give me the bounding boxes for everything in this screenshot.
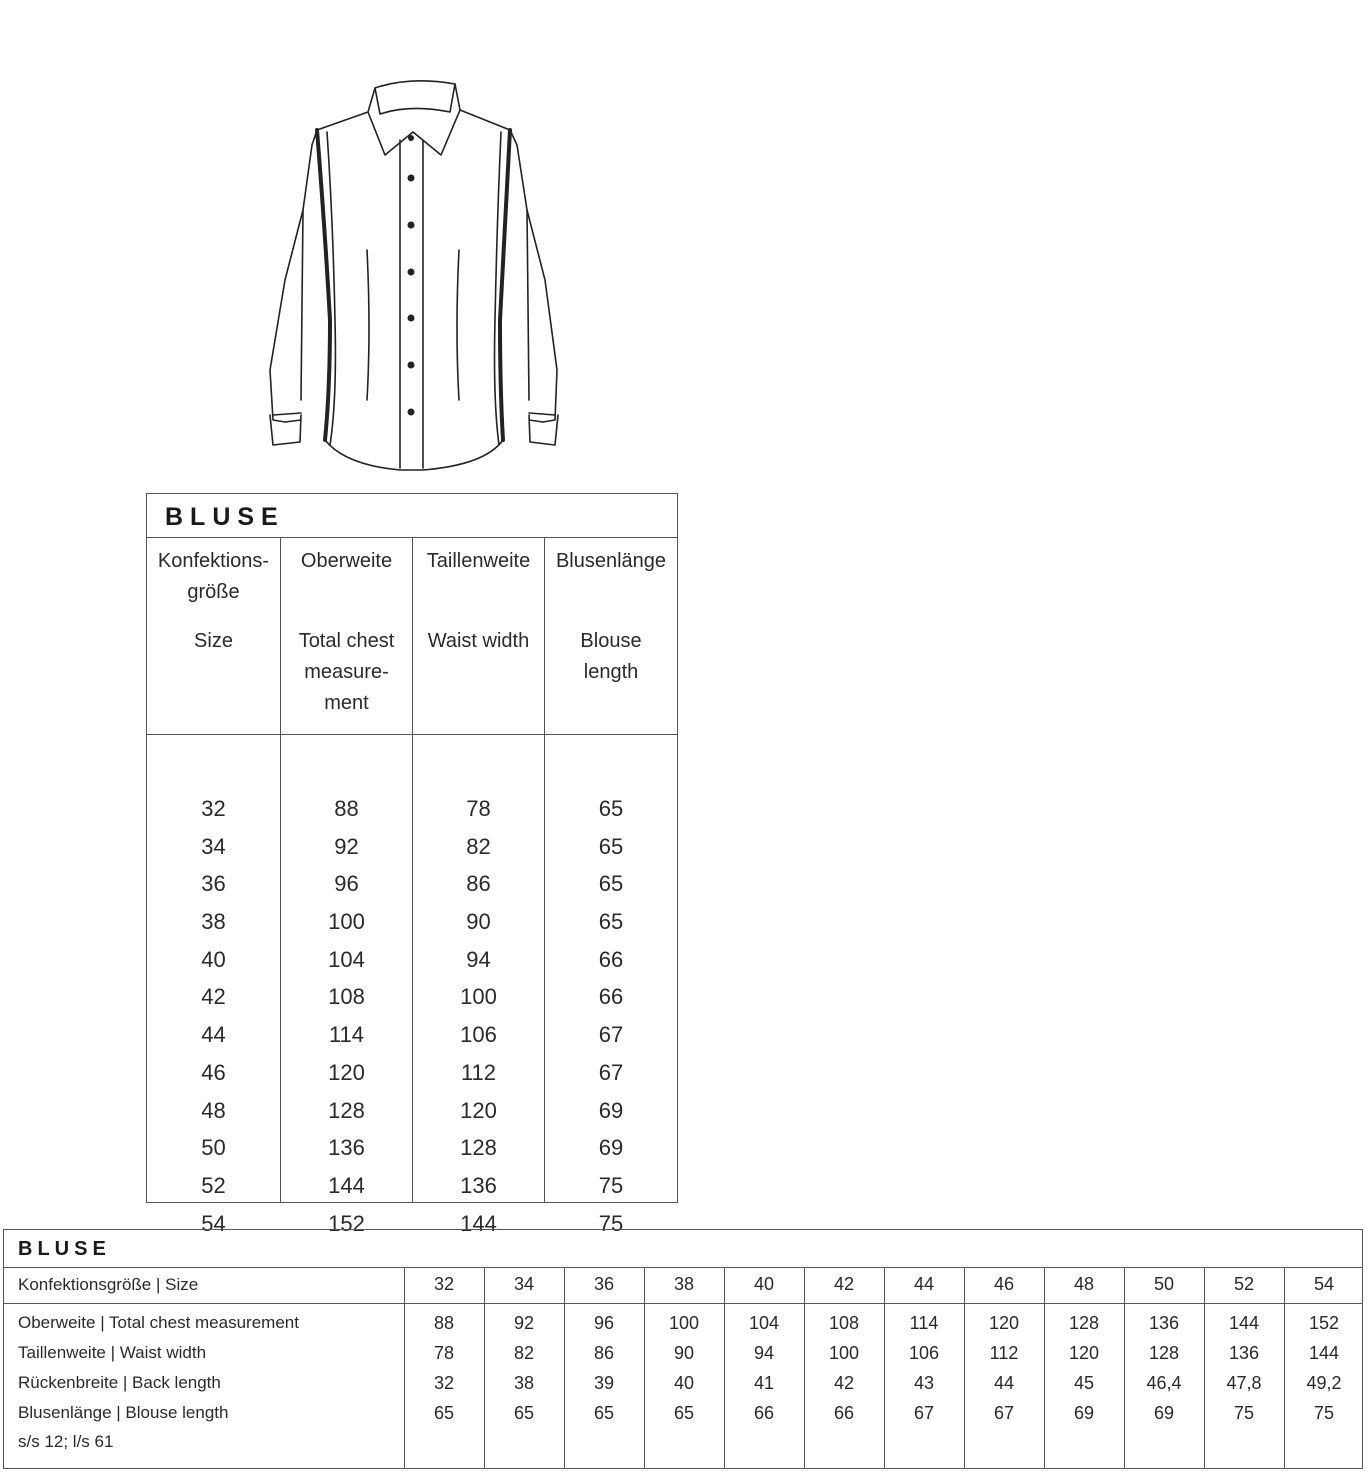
table-cell: 152	[328, 1210, 365, 1236]
header-line: Size	[194, 630, 233, 652]
table-cell: 69	[598, 1135, 624, 1161]
table-cell: 69	[1073, 1403, 1095, 1423]
table-cell: 112	[460, 1059, 497, 1085]
table-cell: 44	[201, 1022, 226, 1048]
table-cell: 49,2	[1306, 1373, 1342, 1393]
size-cell: 40	[753, 1274, 775, 1294]
size-chart-vertical	[146, 493, 678, 1236]
column-values	[545, 790, 677, 1242]
table-cell: 65	[433, 1403, 455, 1423]
table-cell: 100	[668, 1313, 700, 1333]
table-cell: 65	[598, 796, 624, 821]
table-cell: 120	[328, 1059, 365, 1085]
size-cell: 42	[833, 1274, 855, 1294]
table-cell: 67	[598, 1059, 624, 1085]
table-cell: 96	[334, 871, 359, 897]
table-cell: 54	[201, 1210, 226, 1236]
table-cell: 65	[513, 1403, 535, 1423]
collar	[375, 81, 455, 114]
table-title: BLUSE	[147, 494, 677, 538]
table-cell: 128	[1148, 1343, 1180, 1363]
header-line: Blouse	[580, 630, 642, 652]
column-divider	[404, 1268, 405, 1468]
table-cell: 82	[466, 833, 491, 859]
column-waist	[412, 538, 544, 1236]
table-cell: 106	[908, 1343, 940, 1363]
header-line: Taillenweite	[426, 550, 531, 572]
table-cell: 42	[201, 984, 226, 1010]
column-values	[281, 790, 412, 1242]
table-cell: 96	[593, 1313, 615, 1333]
button-icon	[408, 362, 415, 369]
table-cell: 46,4	[1146, 1373, 1182, 1393]
table-cell: 114	[328, 1022, 365, 1048]
table-cell: 78	[433, 1343, 455, 1363]
table-cell: 34	[201, 833, 226, 859]
column-divider	[964, 1268, 965, 1468]
header-en	[281, 626, 412, 719]
size-cell: 38	[673, 1274, 695, 1294]
table-cell: 94	[466, 946, 491, 972]
column-divider	[1204, 1268, 1205, 1468]
header-en	[413, 626, 544, 657]
table-cell: 94	[753, 1343, 775, 1363]
table-cell: 67	[598, 1022, 624, 1048]
header-divider	[413, 734, 544, 735]
table-cell: 32	[201, 796, 226, 821]
table-cell: 75	[1313, 1403, 1335, 1423]
header-line: Konfektions-	[157, 550, 270, 572]
blouse-illustration	[255, 70, 575, 480]
table-cell: 120	[1068, 1343, 1100, 1363]
table-cell: 86	[466, 871, 491, 897]
table-cell: 88	[433, 1313, 455, 1333]
column-values	[147, 790, 280, 1242]
size-cell: 50	[1153, 1274, 1175, 1294]
table-cell: 100	[460, 984, 497, 1010]
table-title: BLUSE	[4, 1230, 1362, 1268]
table-cell: 100	[328, 909, 365, 935]
table-cell: 38	[513, 1373, 535, 1393]
table-cell: 144	[1228, 1313, 1260, 1333]
table-cell: 120	[988, 1313, 1020, 1333]
column-divider	[1044, 1268, 1045, 1468]
column-divider	[644, 1268, 645, 1468]
table-cell: 69	[1153, 1403, 1175, 1423]
table-cell: 36	[201, 871, 226, 897]
button-icon	[408, 135, 414, 141]
table-cell: 65	[598, 833, 624, 859]
header-divider	[147, 734, 280, 735]
table-cell: 52	[201, 1172, 226, 1198]
size-cell: 44	[913, 1274, 935, 1294]
button-icon	[408, 315, 415, 322]
table-cell: 65	[593, 1403, 615, 1423]
header-line: größe	[187, 581, 240, 603]
table-cell: 47,8	[1226, 1373, 1262, 1393]
header-line: Total chest	[298, 630, 395, 652]
header-divider	[545, 734, 677, 735]
button-icon	[408, 175, 415, 182]
table-cell: 144	[1308, 1343, 1340, 1363]
header-line: length	[583, 661, 639, 683]
table-cell: 136	[460, 1172, 497, 1198]
row-label: Taillenweite | Waist width	[18, 1343, 207, 1362]
table-cell: 43	[913, 1373, 935, 1393]
table-cell: 67	[993, 1403, 1015, 1423]
table-cell: 45	[1073, 1373, 1095, 1393]
header-de	[413, 546, 544, 577]
table-cell: 46	[201, 1059, 226, 1085]
table-cell: 44	[993, 1373, 1015, 1393]
table-cell: 144	[328, 1172, 365, 1198]
table-cell: 48	[201, 1097, 226, 1123]
table-cell: 108	[828, 1313, 860, 1333]
table-cell: 38	[201, 909, 226, 935]
table-cell: 65	[598, 871, 624, 897]
row-label: Blusenlänge | Blouse length	[18, 1403, 229, 1422]
table-cell: 106	[460, 1022, 497, 1048]
table-cell: 92	[334, 833, 359, 859]
table-cell: 50	[201, 1135, 226, 1161]
table-cell: 104	[328, 946, 365, 972]
column-divider	[804, 1268, 805, 1468]
table-cell: 75	[598, 1210, 624, 1236]
table-cell: 40	[673, 1373, 695, 1393]
column-chest	[280, 538, 412, 1236]
table-cell: 136	[1228, 1343, 1260, 1363]
table-cell: 32	[433, 1373, 455, 1393]
table-cell: 90	[466, 909, 491, 935]
table-cell: 65	[673, 1403, 695, 1423]
header-line: Oberweite	[300, 550, 393, 572]
table-cell: 90	[673, 1343, 695, 1363]
size-cell: 34	[513, 1274, 535, 1294]
button-icon	[408, 222, 415, 229]
table-cell: 65	[598, 909, 624, 935]
table-cell: 88	[334, 796, 359, 821]
table-cell: 144	[460, 1210, 497, 1236]
button-icon	[408, 409, 415, 416]
row-label: Konfektionsgröße | Size	[18, 1275, 199, 1294]
table-cell: 66	[598, 984, 624, 1010]
table-cell: 78	[466, 796, 491, 821]
column-divider	[884, 1268, 885, 1468]
table-cell: 82	[513, 1343, 535, 1363]
header-divider	[281, 734, 412, 735]
table-cell: 128	[460, 1135, 497, 1161]
size-cell: 48	[1073, 1274, 1095, 1294]
table-cell: 114	[909, 1313, 939, 1333]
column-divider	[724, 1268, 725, 1468]
header-en	[545, 626, 677, 688]
table-cell: 69	[598, 1097, 624, 1123]
column-length	[544, 538, 677, 1236]
header-line: measure-	[304, 661, 389, 683]
header-en	[147, 626, 280, 657]
header-de	[281, 546, 412, 577]
table-cell: 67	[913, 1403, 935, 1423]
table-cell: 42	[833, 1373, 855, 1393]
table-cell: 128	[328, 1097, 365, 1123]
row-label: Rückenbreite | Back length	[18, 1373, 221, 1392]
table-cell: 152	[1308, 1313, 1340, 1333]
table-cell: 40	[201, 946, 226, 972]
size-cell: 46	[993, 1274, 1015, 1294]
header-line: Blusenlänge	[555, 550, 667, 572]
table-cell: 112	[989, 1343, 1019, 1363]
table-cell: 120	[460, 1097, 497, 1123]
table-cell: 41	[753, 1373, 775, 1393]
table-cell: 136	[328, 1135, 365, 1161]
size-cell: 52	[1233, 1274, 1255, 1294]
table-cell: 66	[753, 1403, 775, 1423]
table-cell: 100	[828, 1343, 860, 1363]
size-cell: 32	[433, 1274, 455, 1294]
table-cell: 136	[1148, 1313, 1180, 1333]
size-chart-horizontal	[3, 1229, 1363, 1469]
column-divider	[484, 1268, 485, 1468]
column-divider	[564, 1268, 565, 1468]
table-cell: 104	[748, 1313, 780, 1333]
column-values	[413, 790, 544, 1242]
table-cell: 128	[1068, 1313, 1100, 1333]
header-de	[147, 546, 280, 608]
table-cell: 75	[598, 1172, 624, 1198]
header-line: ment	[324, 692, 369, 714]
button-icon	[408, 269, 415, 276]
table-cell: 66	[598, 946, 624, 972]
table-cell: 39	[593, 1373, 615, 1393]
table-cell: 75	[1233, 1403, 1255, 1423]
size-cell: 36	[593, 1274, 615, 1294]
header-de	[545, 546, 677, 577]
footnote: s/s 12; l/s 61	[18, 1432, 114, 1451]
table-cell: 108	[328, 984, 365, 1010]
row-label: Oberweite | Total chest measurement	[18, 1313, 299, 1332]
size-cell: 54	[1313, 1274, 1335, 1294]
column-divider	[1124, 1268, 1125, 1468]
column-divider	[1284, 1268, 1285, 1468]
table-cell: 86	[593, 1343, 615, 1363]
table-cell: 92	[513, 1313, 535, 1333]
table-cell: 66	[833, 1403, 855, 1423]
header-line: Waist width	[427, 630, 530, 652]
column-size	[147, 538, 280, 1236]
